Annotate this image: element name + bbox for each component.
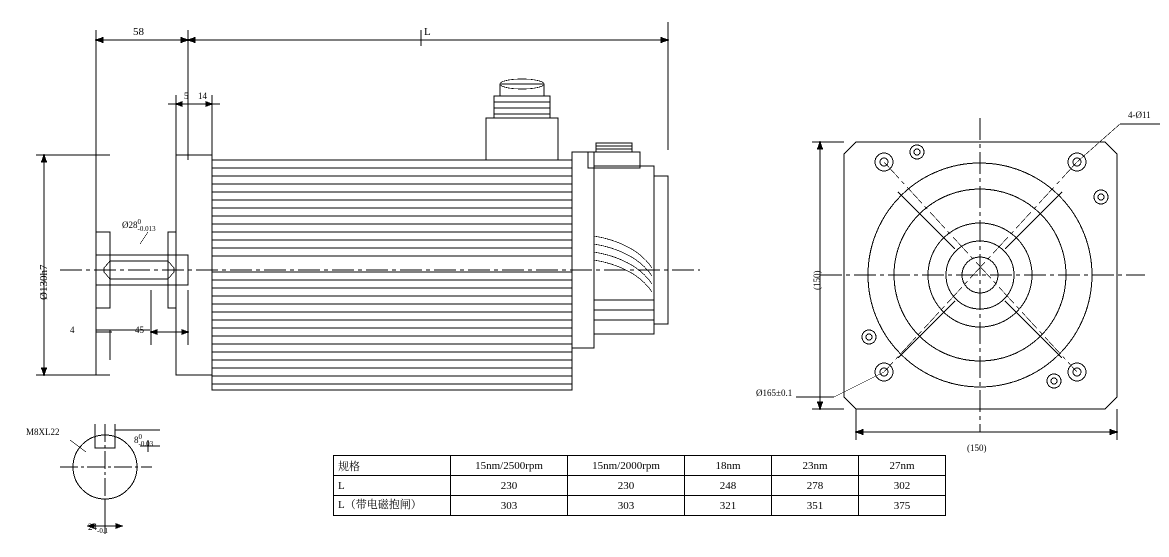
dim-58-label: 58 — [133, 26, 144, 38]
row-label: L — [334, 476, 451, 496]
header-cell-1: 15nm/2500rpm — [451, 456, 568, 476]
flange-width-label: (150) — [967, 443, 987, 453]
key-depth-label: 24 -0.1 — [88, 522, 109, 535]
table-row — [334, 476, 946, 496]
row-value: 303 — [451, 496, 568, 516]
row-value: 230 — [568, 476, 685, 496]
row-value: 321 — [685, 496, 772, 516]
row-label: L（带电磁抱闸） — [334, 496, 451, 516]
flange-diameter-label: Ø130h7 — [38, 264, 50, 300]
table-row — [334, 496, 946, 516]
shaft-diameter-label: Ø28 0 -0.013 — [122, 218, 156, 233]
dim-4-label: 4 — [70, 325, 75, 335]
dim-L-label: L — [424, 26, 431, 38]
bolt-circle-label: Ø165±0.1 — [756, 388, 793, 398]
specification-table — [333, 455, 946, 516]
header-cell-4: 23nm — [772, 456, 859, 476]
row-value: 351 — [772, 496, 859, 516]
table-header-row — [334, 456, 946, 476]
header-cell-3: 18nm — [685, 456, 772, 476]
header-cell-5: 27nm — [859, 456, 946, 476]
row-value: 303 — [568, 496, 685, 516]
header-cell-2: 15nm/2000rpm — [568, 456, 685, 476]
row-value: 230 — [451, 476, 568, 496]
row-value: 248 — [685, 476, 772, 496]
dim-5-label: 5 — [184, 91, 189, 101]
key-width-label: 8 0 -0.03 — [134, 433, 154, 448]
dim-45-label: 45 — [135, 325, 144, 335]
key-spec-label: M8XL22 — [26, 427, 60, 437]
mounting-holes-label: 4-Ø11 — [1128, 110, 1151, 120]
flange-height-label: (150) — [812, 270, 822, 290]
header-cell-0: 规格 — [334, 456, 451, 476]
row-value: 302 — [859, 476, 946, 496]
row-value: 278 — [772, 476, 859, 496]
row-value: 375 — [859, 496, 946, 516]
dim-14-label: 14 — [198, 91, 207, 101]
